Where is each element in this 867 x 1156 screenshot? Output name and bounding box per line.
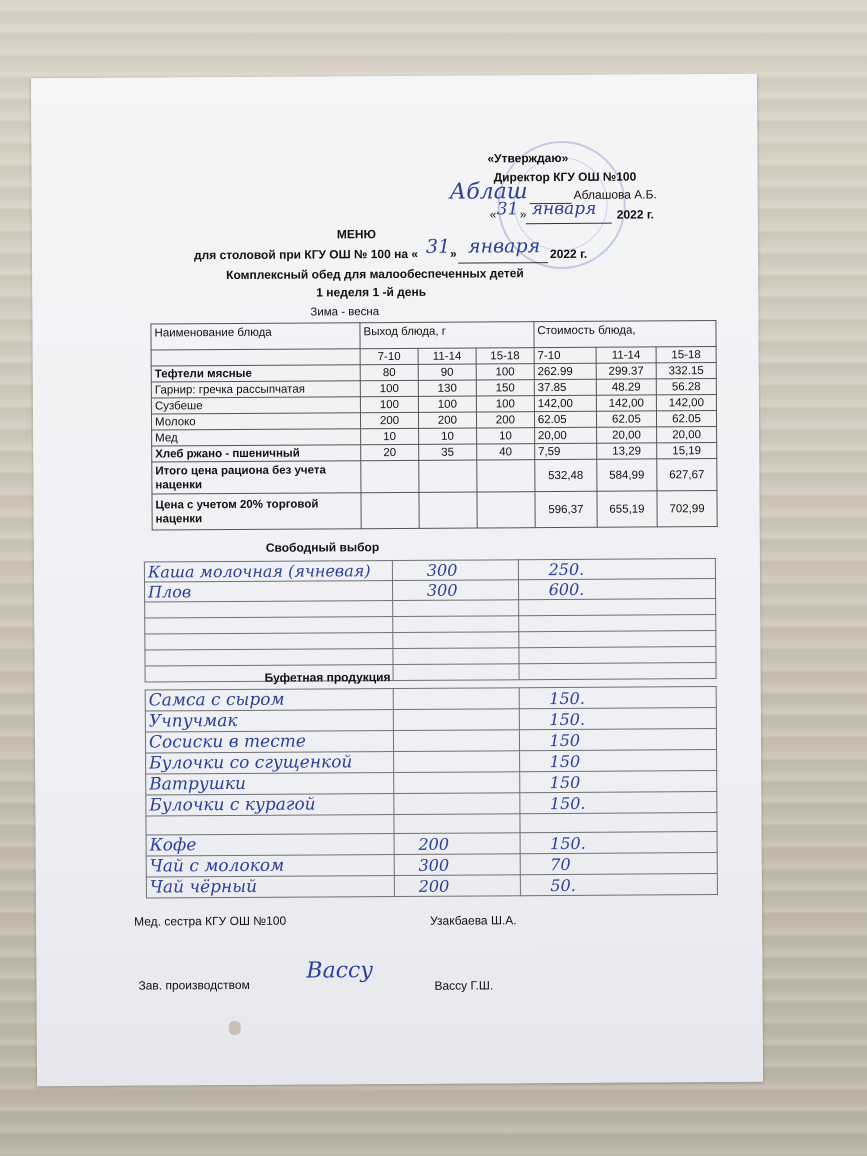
dish-name: Мед	[152, 429, 361, 446]
cost-cell: 20,00	[656, 427, 716, 443]
weight-cell	[393, 730, 519, 752]
total-cell: 532,48	[535, 459, 597, 491]
age-group-cell: 15-18	[656, 347, 716, 363]
dish-name: Кофе	[146, 834, 394, 857]
empty-cell	[519, 663, 716, 680]
empty-cell	[477, 460, 535, 492]
weight-cell	[393, 688, 519, 710]
weight-cell	[394, 814, 520, 834]
age-group-cell: 7-10	[360, 348, 418, 364]
table-row	[145, 663, 716, 682]
dish-name: Плов	[145, 581, 393, 603]
portion-cell: 200	[360, 412, 418, 428]
dish-name: Хлеб ржано - пшеничный	[152, 445, 361, 462]
price-cell: 150	[519, 771, 717, 793]
total-cell: 702,99	[657, 491, 717, 527]
weight-cell: 200	[394, 875, 520, 897]
dish-name: Сузбеше	[151, 397, 360, 414]
empty-cell	[393, 600, 519, 617]
total-with-markup-row	[152, 491, 717, 530]
cost-cell: 142,00	[534, 395, 596, 411]
cost-cell: 48.29	[596, 379, 656, 395]
approval-position: Директор КГУ ОШ №100	[493, 169, 637, 185]
total-cell: 596,37	[535, 491, 597, 527]
portion-cell: 40	[477, 444, 535, 460]
approval-name: Аблашова А.Б.	[573, 187, 657, 202]
nurse-name: Узакбаева Ш.А.	[430, 913, 517, 928]
dish-name: Учпучмак	[145, 710, 393, 733]
cost-cell: 56.28	[656, 379, 716, 395]
total-row	[152, 459, 717, 494]
dish-name: Молоко	[151, 413, 360, 430]
dish-name: Чай чёрный	[146, 876, 394, 899]
cost-cell: 15,19	[657, 443, 717, 459]
price-cell: 150.	[519, 687, 717, 709]
empty-cell	[361, 492, 419, 528]
empty-cell	[419, 492, 477, 528]
portion-cell: 90	[418, 364, 476, 380]
weight-cell	[393, 751, 519, 773]
season-label: Зима - весна	[310, 306, 380, 319]
price-cell: 50.	[520, 874, 718, 896]
portion-cell: 130	[418, 380, 476, 396]
approval-date-prefix: «	[489, 207, 497, 222]
dish-name: Тефтели мясные	[151, 365, 360, 382]
dish-name: Булочки со сгущенкой	[146, 752, 394, 775]
price-cell	[519, 813, 717, 833]
portion-cell: 10	[476, 428, 534, 444]
age-group-blank	[151, 349, 360, 366]
empty-cell	[519, 647, 716, 664]
dish-name: Каша молочная (ячневая)	[144, 561, 392, 583]
head-label: Зав. производством	[138, 977, 250, 993]
heading-date-year: 2022 г.	[549, 246, 588, 262]
head-name: Вассу Г.Ш.	[434, 978, 494, 993]
header-cost: Стоимость блюда,	[534, 321, 716, 348]
empty-cell	[145, 633, 393, 651]
cost-cell: 262.99	[534, 363, 596, 379]
total-label: Итого цена рациона без учета наценки	[152, 461, 361, 494]
cost-cell: 299.37	[596, 363, 656, 379]
header-portion: Выход блюда, г	[360, 322, 534, 349]
price-cell: 150.	[519, 708, 717, 730]
dish-name	[146, 815, 394, 836]
weight-cell	[394, 793, 520, 815]
heading-date-mid: »	[449, 246, 457, 261]
cost-cell: 62.05	[534, 411, 596, 427]
buffet-table	[145, 686, 718, 898]
cost-cell: 62.05	[656, 411, 716, 427]
age-group-cell: 11-14	[596, 347, 656, 363]
heading-week-day: 1 неделя 1 -й день	[316, 284, 427, 300]
age-group-cell: 15-18	[476, 348, 534, 364]
portion-cell: 100	[360, 380, 418, 396]
approval-date-month: января	[531, 198, 597, 220]
empty-cell	[393, 648, 519, 665]
dish-name: Гарнир: гречка рассыпчатая	[151, 381, 360, 398]
weight-cell	[393, 709, 519, 731]
portion-cell: 100	[476, 396, 534, 412]
total-cell: 627,67	[657, 459, 717, 491]
cost-cell: 20,00	[596, 427, 656, 443]
empty-cell	[518, 615, 715, 632]
empty-cell	[393, 616, 519, 633]
portion-cell: 35	[419, 444, 477, 460]
approval-date-day: 31	[496, 199, 519, 220]
empty-cell	[518, 599, 715, 616]
total-cell: 655,19	[597, 491, 657, 527]
menu-document	[31, 74, 763, 1086]
portion-cell: 200	[418, 412, 476, 428]
portion-cell: 80	[360, 364, 418, 380]
table-row	[146, 874, 717, 898]
cost-cell: 142,00	[656, 395, 716, 411]
empty-cell	[419, 460, 477, 492]
price-cell: 150	[519, 750, 717, 772]
cost-cell: 7,59	[534, 443, 596, 459]
price-cell: 150.	[520, 832, 718, 854]
weight-cell: 300	[392, 560, 518, 581]
price-cell: 250.	[518, 559, 716, 580]
lunch-menu-table	[150, 320, 717, 530]
portion-cell: 200	[476, 412, 534, 428]
approval-date-year: 2022 г.	[616, 207, 654, 222]
cost-cell: 332.15	[656, 363, 716, 379]
age-group-cell: 7-10	[534, 347, 596, 363]
portion-cell: 150	[476, 380, 534, 396]
empty-cell	[145, 601, 393, 619]
approval-date-mid: »	[519, 207, 527, 222]
cost-cell: 13,29	[597, 443, 657, 459]
cost-cell: 142,00	[596, 395, 656, 411]
weight-cell: 300	[394, 854, 520, 876]
empty-cell	[477, 492, 535, 528]
dish-name: Ватрушки	[146, 773, 394, 796]
header-dish-name: Наименование блюда	[151, 323, 360, 350]
heading-line2-prefix: для столовой при КГУ ОШ № 100 на «	[193, 246, 419, 263]
dish-name: Булочки с курагой	[146, 794, 394, 817]
free-choice-table	[144, 558, 717, 682]
menu-title: МЕНЮ	[336, 227, 376, 242]
nurse-label: Мед. сестра КГУ ОШ №100	[134, 913, 287, 929]
buffet-title: Буфетная продукция	[264, 670, 391, 685]
heading-date-month: января	[467, 235, 541, 258]
portion-cell: 10	[419, 428, 477, 444]
cost-cell: 20,00	[534, 427, 596, 443]
portion-cell: 100	[476, 364, 534, 380]
heading-subtitle: Комплексный обед для малообеспеченных детей	[226, 266, 524, 283]
cost-cell: 62.05	[596, 411, 656, 427]
price-cell: 150.	[519, 792, 717, 814]
portion-cell: 100	[418, 396, 476, 412]
dish-name: Сосиски в тесте	[145, 731, 393, 754]
empty-cell	[393, 664, 519, 681]
empty-cell	[393, 632, 519, 649]
total-cell: 584,99	[597, 459, 657, 491]
free-choice-title: Свободный выбор	[265, 540, 380, 555]
heading-date-day: 31	[425, 235, 451, 258]
empty-cell	[518, 631, 715, 648]
weight-cell	[394, 772, 520, 794]
total-markup-label: Цена с учетом 20% торговой наценки	[152, 493, 361, 530]
empty-cell	[361, 460, 419, 492]
table-header-row	[151, 321, 716, 350]
approval-title: «Утверждаю»	[487, 150, 569, 166]
director-signature: Аблаш	[449, 179, 528, 205]
weight-cell: 200	[394, 833, 520, 855]
weight-cell: 300	[392, 580, 518, 601]
head-signature: Вассу	[306, 958, 374, 984]
price-cell: 150	[519, 729, 717, 751]
dish-name: Чай с молоком	[146, 855, 394, 878]
empty-cell	[145, 649, 393, 667]
price-cell: 600.	[518, 579, 716, 600]
cost-cell: 37.85	[534, 379, 596, 395]
empty-cell	[145, 617, 393, 635]
dish-name: Самса с сыром	[145, 689, 393, 712]
age-group-cell: 11-14	[418, 348, 476, 364]
portion-cell: 100	[360, 396, 418, 412]
portion-cell: 10	[361, 428, 419, 444]
price-cell: 70	[520, 853, 718, 875]
paper-stain	[229, 1021, 241, 1035]
portion-cell: 20	[361, 444, 419, 460]
